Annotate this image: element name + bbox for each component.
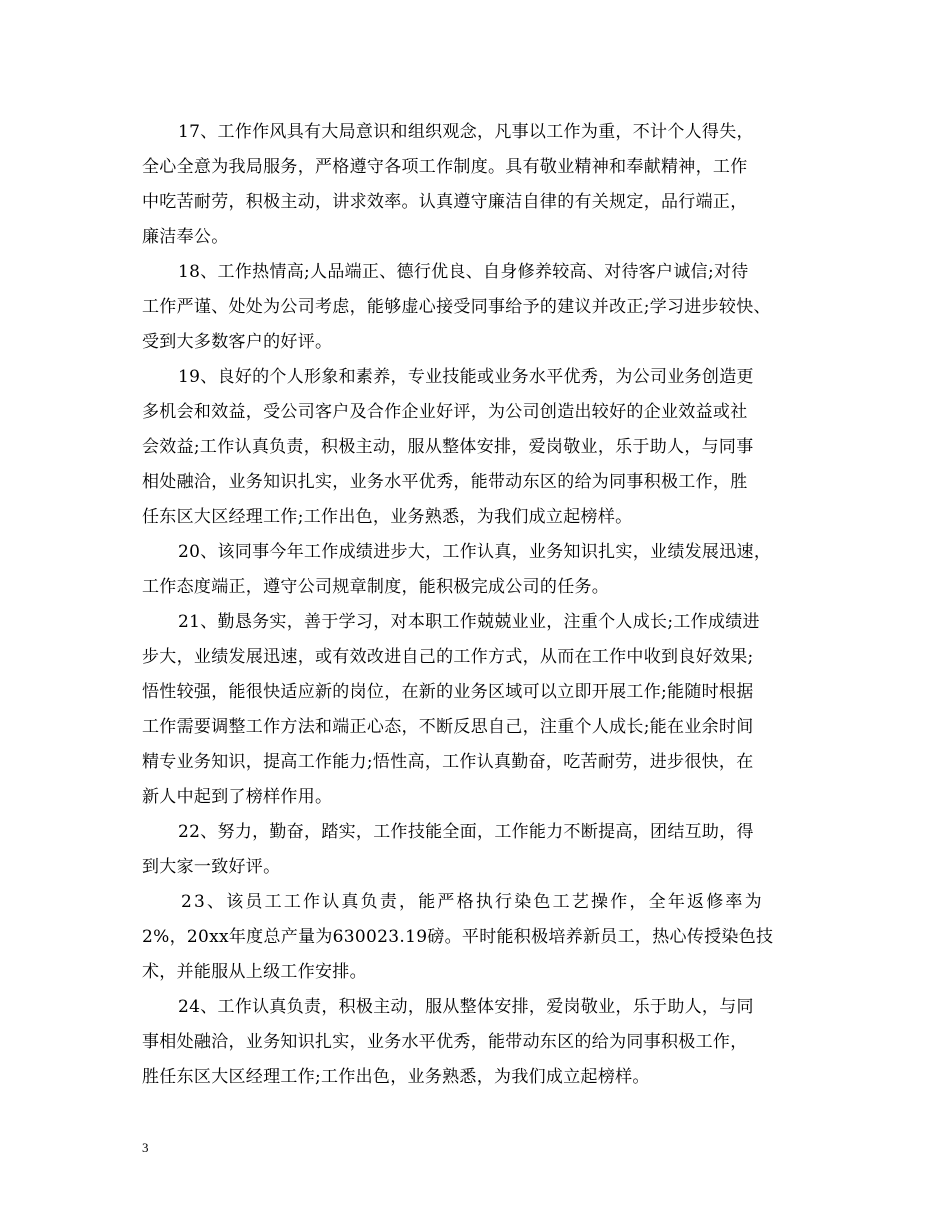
text-line: 任东区大区经理工作;工作出色，业务熟悉，为我们成立起榜样。 bbox=[142, 507, 633, 527]
text-line: 20、该同事今年工作成绩进步大，工作认真，业务知识扎实，业绩发展迅速， bbox=[178, 542, 772, 562]
text-line: 廉洁奉公。 bbox=[142, 227, 229, 247]
text-line: 术，并能服从上级工作安排。 bbox=[142, 962, 367, 982]
text-line: 22、努力，勤奋，踏实，工作技能全面，工作能力不断提高，团结互助，得 bbox=[178, 822, 754, 842]
text-line: 精专业务知识，提高工作能力;悟性高，工作认真勤奋，吃苦耐劳，进步很快，在 bbox=[142, 752, 754, 772]
text-line: 17、工作作风具有大局意识和组织观念，凡事以工作为重，不计个人得失， bbox=[178, 122, 754, 142]
text-line: 多机会和效益，受公司客户及合作企业好评，为公司创造出较好的企业效益或社 bbox=[142, 402, 748, 422]
text-line: 胜任东区大区经理工作;工作出色，业务熟悉，为我们成立起榜样。 bbox=[142, 1067, 650, 1087]
text-line: 工作需要调整工作方法和端正心态，不断反思自己，注重个人成长;能在业余时间 bbox=[142, 717, 754, 737]
text-line: 24、工作认真负责，积极主动，服从整体安排，爱岗敬业，乐于助人，与同 bbox=[178, 997, 754, 1017]
text-line: 23、该员工工作认真负责，能严格执行染色工艺操作，全年返修率为 bbox=[181, 892, 764, 912]
text-line: 中吃苦耐劳，积极主动，讲求效率。认真遵守廉洁自律的有关规定，品行端正， bbox=[142, 192, 748, 212]
text-line: 事相处融洽，业务知识扎实，业务水平优秀，能带动东区的给为同事积极工作， bbox=[142, 1032, 748, 1052]
text-line: 相处融洽，业务知识扎实，业务水平优秀，能带动东区的给为同事积极工作，胜 bbox=[142, 472, 748, 492]
text-line: 2%，20xx年度总产量为630023.19磅。平时能积极培养新员工，热心传授染色技 bbox=[142, 927, 774, 947]
text-line: 21、勤恳务实，善于学习，对本职工作兢兢业业，注重个人成长;工作成绩进 bbox=[178, 612, 760, 632]
text-line: 18、工作热情高;人品端正、德行优良、自身修养较高、对待客户诚信;对待 bbox=[178, 262, 749, 282]
text-line: 悟性较强，能很快适应新的岗位，在新的业务区域可以立即开展工作;能随时根据 bbox=[142, 682, 754, 702]
text-line: 全心全意为我局服务，严格遵守各项工作制度。具有敬业精神和奉献精神，工作 bbox=[142, 157, 748, 177]
page-number: 3 bbox=[142, 1140, 149, 1155]
text-line: 工作严谨、处处为公司考虑，能够虚心接受同事给予的建议并改正;学习进步较快、 bbox=[142, 297, 771, 317]
text-line: 新人中起到了榜样作用。 bbox=[142, 787, 333, 807]
text-line: 会效益;工作认真负责，积极主动，服从整体安排，爱岗敬业，乐于助人，与同事 bbox=[142, 437, 754, 457]
text-line: 受到大多数客户的好评。 bbox=[142, 332, 333, 352]
text-line: 到大家一致好评。 bbox=[142, 857, 281, 877]
text-line: 步大，业绩发展迅速，或有效改进自己的工作方式，从而在工作中收到良好效果; bbox=[142, 647, 754, 667]
text-line: 工作态度端正，遵守公司规章制度，能积极完成公司的任务。 bbox=[142, 577, 610, 597]
text-line: 19、良好的个人形象和素养，专业技能或业务水平优秀，为公司业务创造更 bbox=[178, 367, 754, 387]
